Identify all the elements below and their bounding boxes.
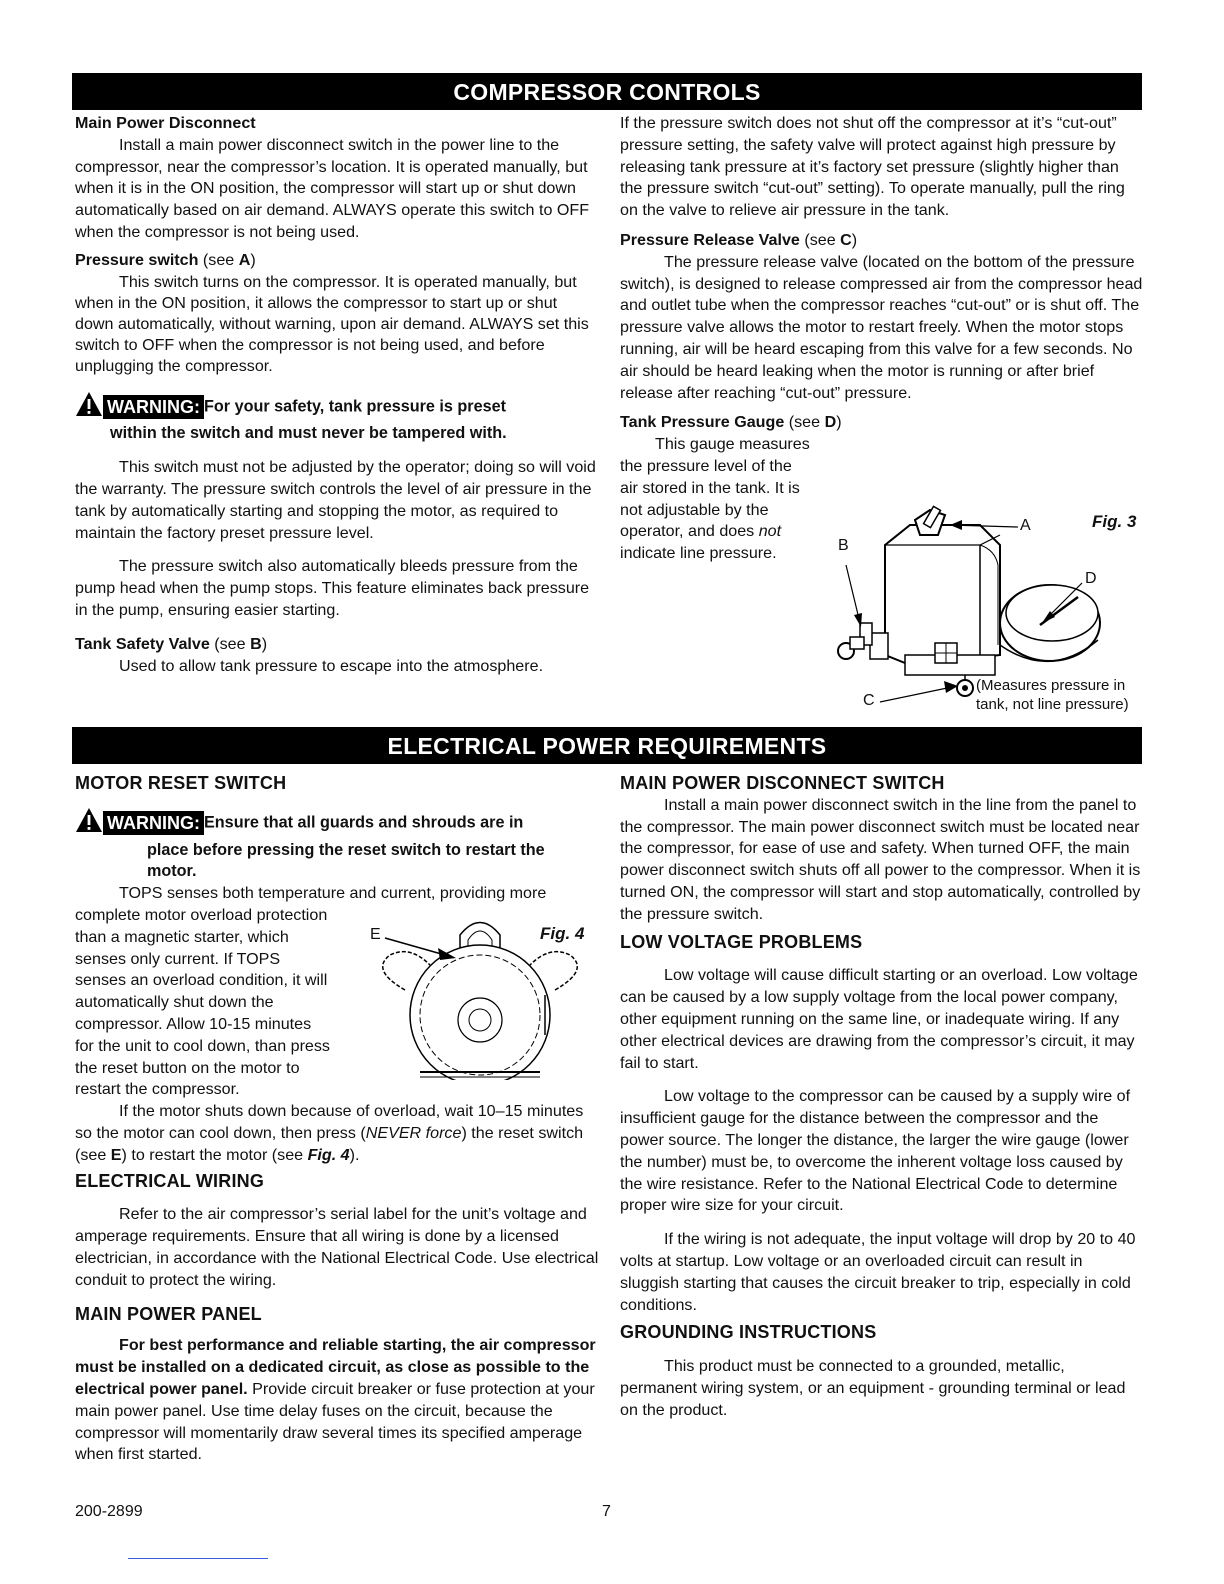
main-power-disconnect-heading: Main Power Disconnect (75, 114, 256, 132)
grounding-text: This product must be connected to a grounded, metallic, permanent wiring system, or an equipment - grounding terminal or lead on the product. (620, 1357, 1126, 1419)
motor-reset-heading: MOTOR RESET SWITCH (75, 773, 287, 793)
tops-line-4: senses an overload condition, it will (75, 971, 328, 990)
ref-fig4: Fig. 4 (307, 1145, 350, 1164)
fig3-label-c: C (863, 692, 875, 709)
gauge-line-6: indicate line pressure. (620, 544, 777, 563)
gauge-line-1: This gauge measures (655, 435, 810, 454)
fig3-pressure-switch-illustration (820, 505, 1145, 720)
tops-line-7: for the unit to cool down, than press (75, 1036, 330, 1055)
electrical-left-column (75, 773, 600, 1466)
gauge-line-3: air stored in the tank. It is (620, 478, 800, 497)
see-letter: D (824, 413, 837, 432)
low-voltage-heading: LOW VOLTAGE PROBLEMS (620, 931, 863, 952)
gauge-heading (620, 412, 1145, 434)
overload-text-d: ). (349, 1145, 360, 1164)
tank-safety-heading (75, 634, 600, 656)
low-voltage-p2: Low voltage to the compressor can be caused by a supply wire of insufficient gauge for the distance between the compressor and the power source. The longer the distance, the larger the wire gauge (lower the number) must be, to overcome the inherent voltage loss caused by the wire resistance. Refer to the National Electrical Code to determine proper wire size for your circuit. (620, 1087, 1131, 1215)
fig4-number: Fig. 4 (540, 924, 585, 943)
electrical-wiring-text: Refer to the air compressor’s serial label for the unit’s voltage and amperage requirements. Ensure that all wiring is done by a licensed electrician, in accordance with the National Electrical Code. Use electrical conduit to protect the wiring. (75, 1205, 599, 1289)
bleed-paragraph: The pressure switch also automatically bleeds pressure from the pump head when the pump stops. This feature eliminates back pressure in the pump, ensuring easier starting. (75, 557, 590, 619)
overload-paragraph (75, 1101, 600, 1166)
main-power-panel-text (75, 1335, 600, 1466)
motor-warning-line1: Ensure that all guards and shrouds are in (204, 813, 524, 832)
tops-line-5: automatically shut down the (75, 993, 274, 1012)
fig3-label-a: A (1020, 517, 1031, 534)
see-suffix: ) (851, 230, 858, 249)
overload-text-b: ) the reset switch (see (75, 1123, 584, 1164)
fig4-motor-illustration (360, 910, 600, 1080)
see-suffix: ) (836, 413, 842, 432)
warning-text-line2: within the switch and must never be tampered with. (110, 424, 507, 443)
doc-number: 200-2899 (75, 1503, 143, 1520)
compressor-controls-right-column (620, 113, 1145, 565)
gauge-not-italic: not (758, 522, 782, 541)
low-voltage-p3: If the wiring is not adequate, the input voltage will drop by 20 to 40 volts at startup. Low voltage or an overloaded circuit can result in sluggish starting that causes the circuit breaker to trip, especially in cold conditions. (620, 1230, 1136, 1314)
release-valve-text: The pressure release valve (located on the bottom of the pressure switch), is designed to release compressed air from the compressor head and outlet tube when the compressor reaches “cut-out” or is shut off. The pressure valve allows the motor to restart freely. When the motor stops running, air will be heard escaping from this valve for a few seconds. No air should be heard leaking when the motor is running or after brief release after reaching “cut-out” pressure. (620, 252, 1143, 402)
warning-text-line1: For your safety, tank pressure is preset (204, 397, 506, 416)
pressure-switch-text: This switch turns on the compressor. It is operated manually, but when in the ON position, it allows the compressor to start up or shut down automatically, without warning, upon air demand. ALWAYS set this switch to OFF when the compressor is not being used, and before unplugging the compressor. (75, 272, 589, 375)
motor-warning-block (75, 807, 600, 883)
electrical-power-requirements-banner: ELECTRICAL POWER REQUIREMENTS (72, 727, 1142, 764)
tops-line-0: TOPS senses both temperature and current, providing more (119, 884, 547, 903)
see-prefix: (see (198, 250, 239, 269)
tops-line-8: the reset button on the motor to (75, 1058, 300, 1077)
grounding-heading: GROUNDING INSTRUCTIONS (620, 1322, 877, 1343)
warning-block (75, 391, 600, 446)
main-power-disconnect-text: Install a main power disconnect switch in the power line to the compressor, near the compressor’s location. It is operated manually, but when it is in the ON position, the compressor will start up or shut down automatically based on air demand. ALWAYS operate this switch to OFF when the compressor is not being used. (75, 135, 590, 241)
disconnect-switch-heading: MAIN POWER DISCONNECT SWITCH (620, 773, 945, 793)
motor-warning-line2: place before pressing the reset switch to restart the (147, 840, 545, 859)
fig3-label-b: B (838, 537, 849, 554)
footer-rule (128, 1558, 268, 1559)
warning-triangle-icon (75, 391, 103, 424)
see-letter: C (840, 230, 852, 249)
release-valve-heading (620, 230, 1145, 252)
motor-warning-line3: motor. (147, 862, 197, 881)
main-power-panel-heading: MAIN POWER PANEL (75, 1303, 262, 1324)
see-prefix: (see (784, 413, 825, 432)
disconnect-switch-text: Install a main power disconnect switch in the line from the panel to the compressor. The main power disconnect switch must be located near the compressor, for ease of use and safety. When turned OFF, the main power disconnect switch shuts off all power to the compressor. When it is turned ON, the compressor will start and stop automatically, controlled by the pressure switch. (620, 795, 1141, 923)
gauge-line-2: the pressure level of the (620, 456, 792, 475)
tops-line-2: than a magnetic starter, which (75, 927, 289, 946)
adjust-paragraph: This switch must not be adjusted by the operator; doing so will void the warranty. The pressure switch controls the level of air pressure in the tank by automatically starting and stopping the motor, as required to maintain the factory preset pressure level. (75, 458, 596, 542)
electrical-wiring-heading: ELECTRICAL WIRING (75, 1170, 265, 1191)
low-voltage-p1: Low voltage will cause difficult starting or an overload. Low voltage can be caused by a low supply voltage from the local power company, other equipment running on the same line, or inadequate wiring. If any other electrical devices are drawing from the compressor’s circuit, it may fail to start. (620, 966, 1138, 1072)
page-number: 7 (602, 1503, 611, 1520)
see-letter: A (238, 250, 251, 269)
gauge-title: Tank Pressure Gauge (620, 413, 785, 432)
gauge-line-5-text: operator, and does (620, 522, 759, 541)
ref-e: E (110, 1145, 122, 1164)
compressor-controls-left-column (75, 113, 600, 677)
tank-safety-text: Used to allow tank pressure to escape into the atmosphere. (119, 656, 544, 675)
tops-line-1: complete motor overload protection (75, 905, 328, 924)
tank-safety-title: Tank Safety Valve (75, 634, 210, 653)
pressure-switch-title: Pressure switch (75, 250, 199, 269)
electrical-right-column (620, 773, 1145, 1422)
never-force-italic: NEVER force (365, 1123, 462, 1142)
warning-label: WARNING: (103, 395, 204, 419)
warning-label: WARNING: (103, 811, 204, 835)
safety-valve-intro: If the pressure switch does not shut off the compressor at it’s “cut-out” pressure setting, the safety valve will protect against high pressure by releasing tank pressure at it’s factory set pressure (slightly higher than the pressure switch “cut-out” setting). To operate manually, pull the ring on the valve to relieve air pressure in the tank. (620, 114, 1125, 220)
fig3-caption-line2: tank, not line pressure) (976, 696, 1129, 713)
tops-line-6: compressor. Allow 10-15 minutes (75, 1014, 312, 1033)
overload-text-c: ) to restart the motor (see (121, 1145, 308, 1164)
fig4-label-e: E (370, 926, 381, 943)
see-prefix: (see (799, 230, 841, 249)
fig3-label-d: D (1085, 570, 1097, 587)
see-suffix: ) (261, 634, 268, 653)
see-letter: B (250, 634, 262, 653)
fig3-caption-line1: (Measures pressure in (976, 677, 1126, 694)
gauge-line-4: not adjustable by the (620, 500, 769, 519)
overload-text-a: If the motor shuts down because of overload, wait 10–15 minutes so the motor can cool down, then press ( (75, 1102, 584, 1142)
see-suffix: ) (250, 250, 256, 269)
panel-plain-text: Provide circuit breaker or fuse protection at your main power panel. Use time delay fuses on the circuit, because the compressor will momentarily draw several times its specified amperage when first started. (75, 1379, 595, 1464)
tops-line-9: restart the compressor. (75, 1080, 240, 1099)
panel-bold-text: For best performance and reliable starting, the air compressor must be installed on a dedicated circuit, as close as possible to the electrical power panel. (75, 1336, 596, 1398)
warning-triangle-icon (75, 807, 103, 840)
tops-line-3: senses only current. If TOPS (75, 949, 281, 968)
fig3-number: Fig. 3 (1092, 512, 1137, 531)
compressor-controls-banner: COMPRESSOR CONTROLS (72, 73, 1142, 110)
pressure-switch-heading (75, 250, 600, 272)
see-prefix: (see (209, 634, 251, 653)
release-valve-title: Pressure Release Valve (620, 230, 800, 249)
